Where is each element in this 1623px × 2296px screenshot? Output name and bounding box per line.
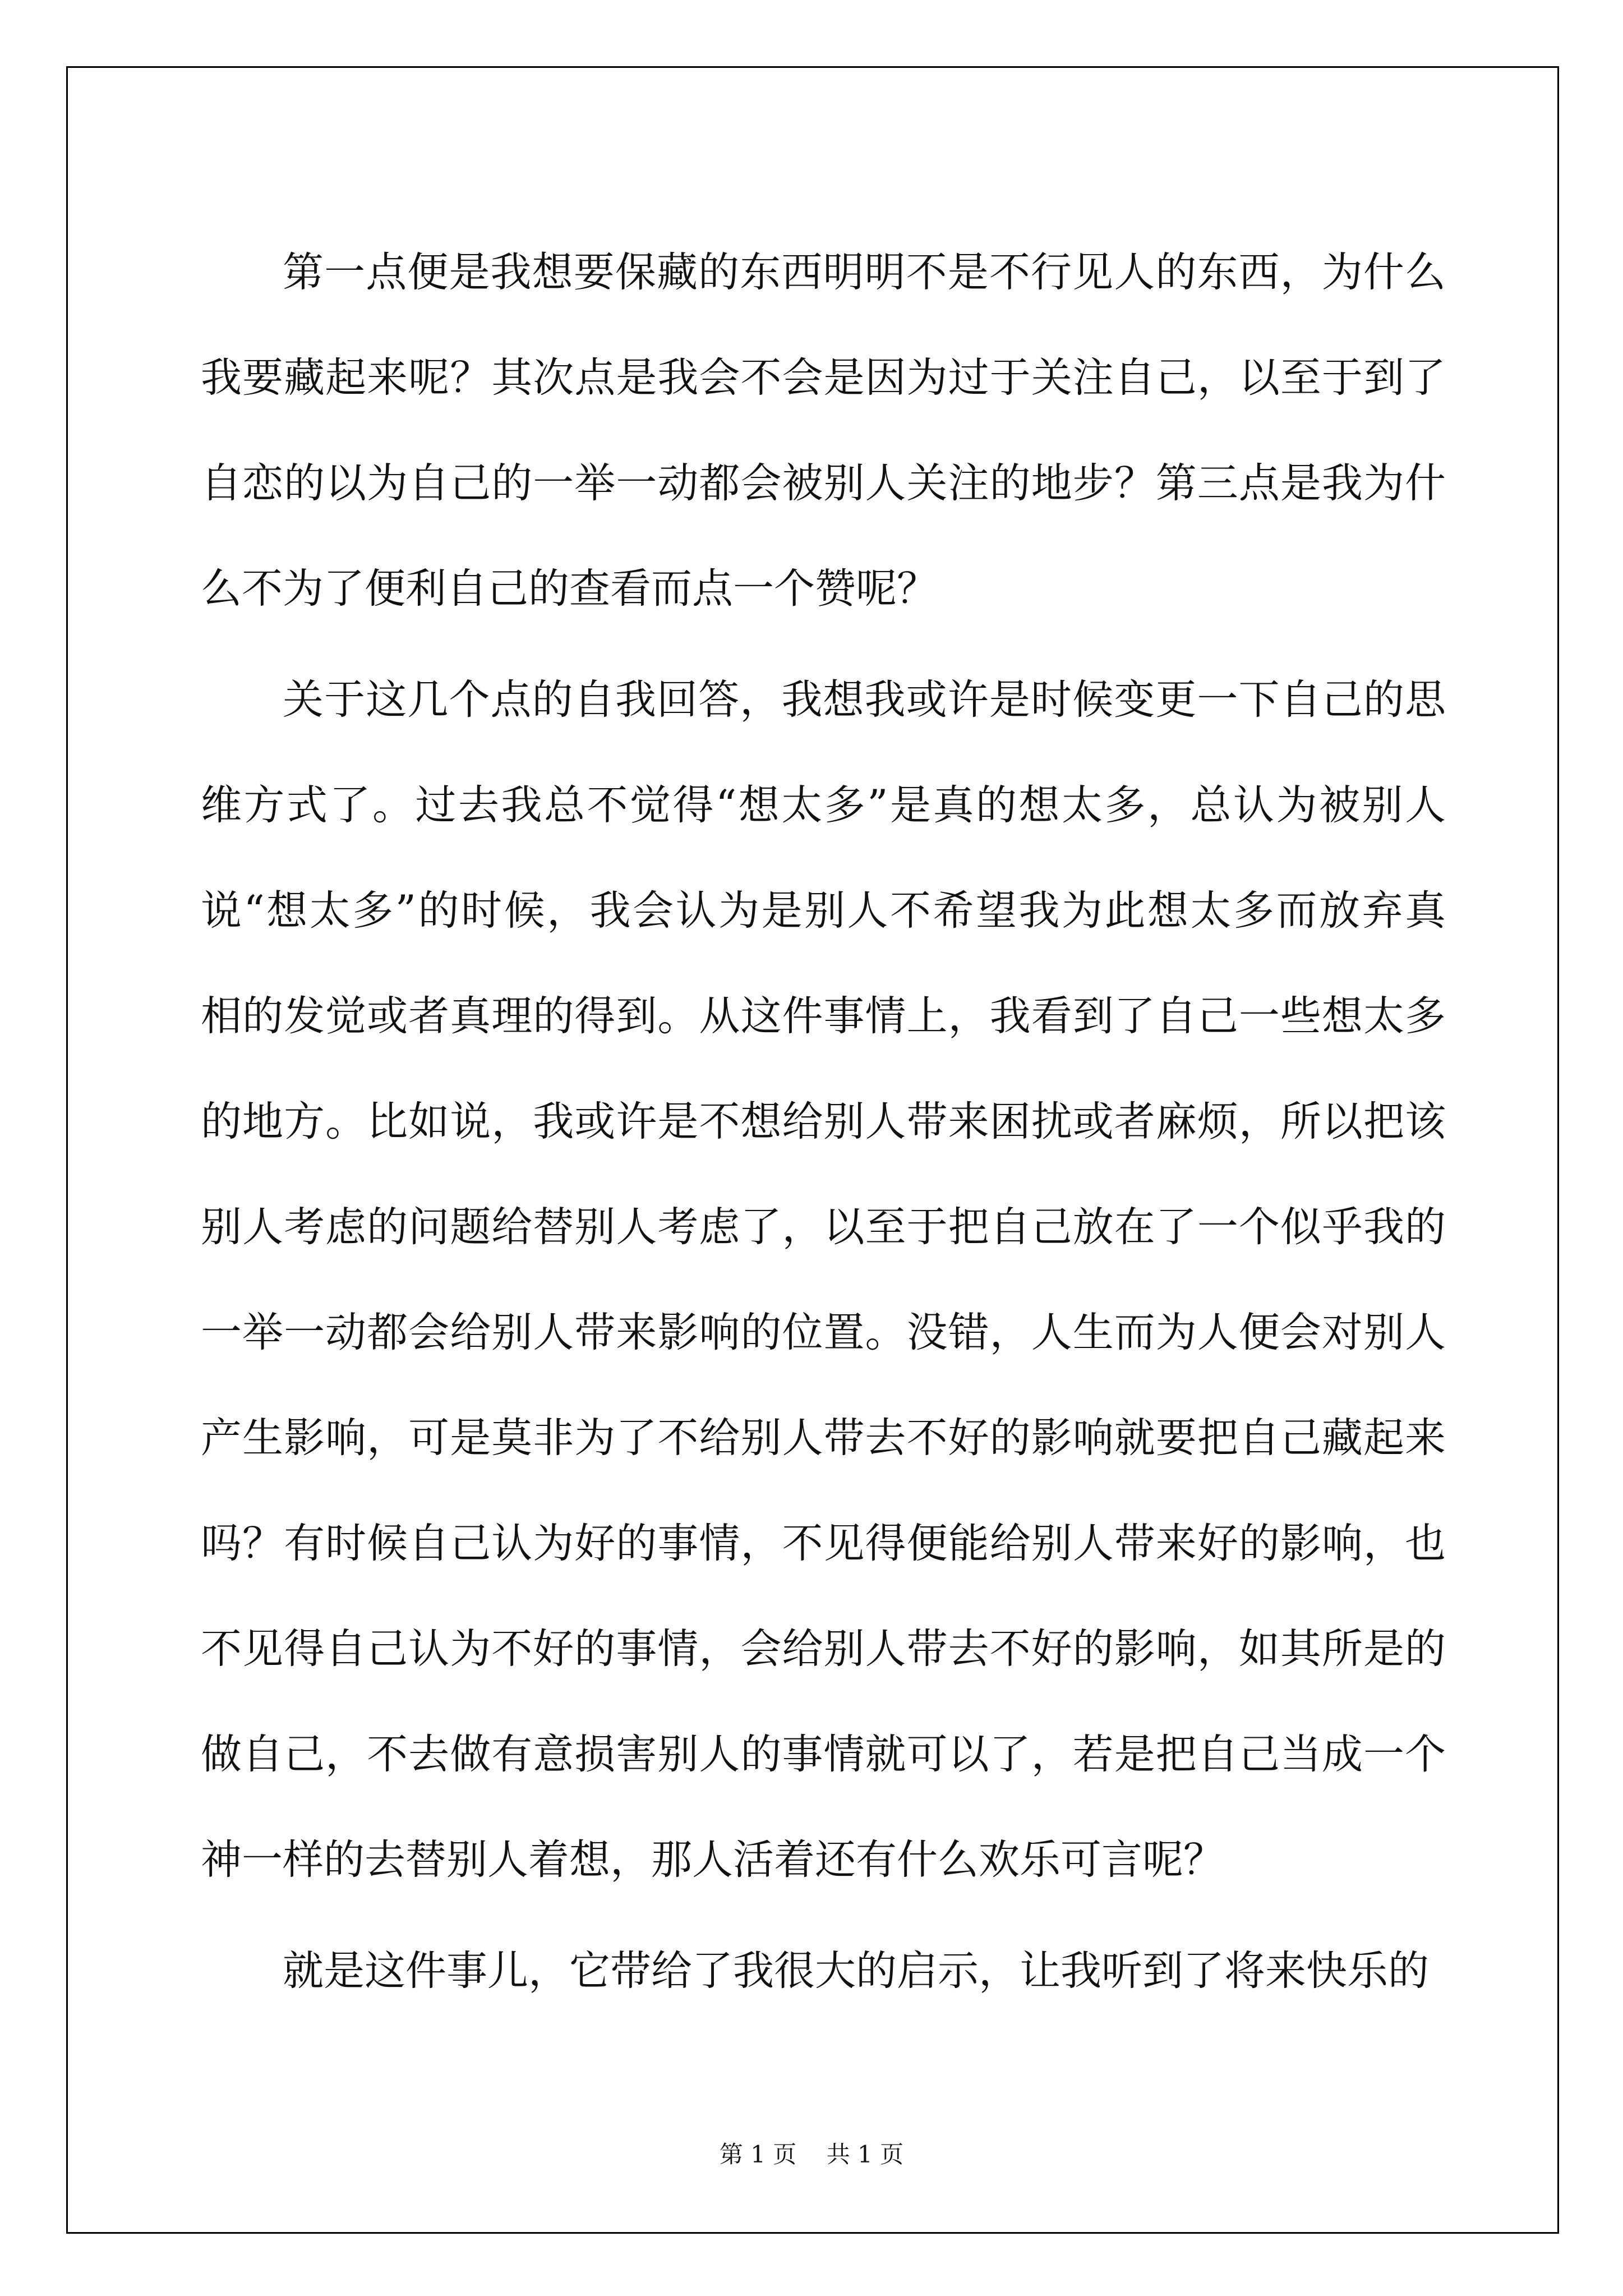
document-body: [201, 220, 1446, 2024]
text-line: 不见得自己认为不好的事情，会给别人带去不好的影响，如其所是的: [201, 1625, 1446, 1673]
paragraph-1: [201, 220, 1446, 642]
text-line: 自恋的以为自己的一举一动都会被别人关注的地步？第三点是我为什: [201, 459, 1446, 507]
text-line: 一举一动都会给别人带来影响的位置。没错，人生而为人便会对别人: [201, 1309, 1446, 1356]
text-line: 就是这件事儿，它带给了我很大的启示，让我听到了将来快乐的: [283, 1947, 1429, 1995]
text-line: 产生影响，可是莫非为了不给别人带去不好的影响就要把自己藏起来: [201, 1414, 1446, 1462]
page-number-footer: 第 1 页 共 1 页: [719, 2141, 904, 2168]
text-line: 维方式了。过去我总不觉得“想太多”是真的想太多，总认为被别人: [201, 781, 1446, 829]
text-line: 做自己，不去做有意损害别人的事情就可以了，若是把自己当成一个: [201, 1731, 1446, 1778]
text-line: 第一点便是我想要保藏的东西明明不是不行见人的东西，为什么: [283, 249, 1446, 296]
text-line: 相的发觉或者真理的得到。从这件事情上，我看到了自己一些想太多: [201, 992, 1446, 1040]
paragraph-2: [201, 647, 1446, 1913]
text-line: 么不为了便利自己的查看而点一个赞呢？: [201, 565, 938, 613]
text-line: 关于这几个点的自我回答，我想我或许是时候变更一下自己的思: [283, 676, 1446, 724]
text-line: 我要藏起来呢？其次点是我会不会是因为过于关注自己，以至于到了: [201, 354, 1446, 402]
text-line: 的地方。比如说，我或许是不想给别人带来困扰或者麻烦，所以把该: [201, 1098, 1446, 1145]
text-line: 别人考虑的问题给替别人考虑了，以至于把自己放在了一个似乎我的: [201, 1203, 1446, 1251]
paragraph-3: [201, 1918, 1446, 2024]
text-line: 吗？有时候自己认为好的事情，不见得便能给别人带来好的影响，也: [201, 1520, 1446, 1567]
text-line: 神一样的去替别人着想，那人活着还有什么欢乐可言呢？: [201, 1836, 1224, 1884]
text-line: 说“想太多”的时候，我会认为是别人不希望我为此想太多而放弃真: [201, 887, 1446, 935]
